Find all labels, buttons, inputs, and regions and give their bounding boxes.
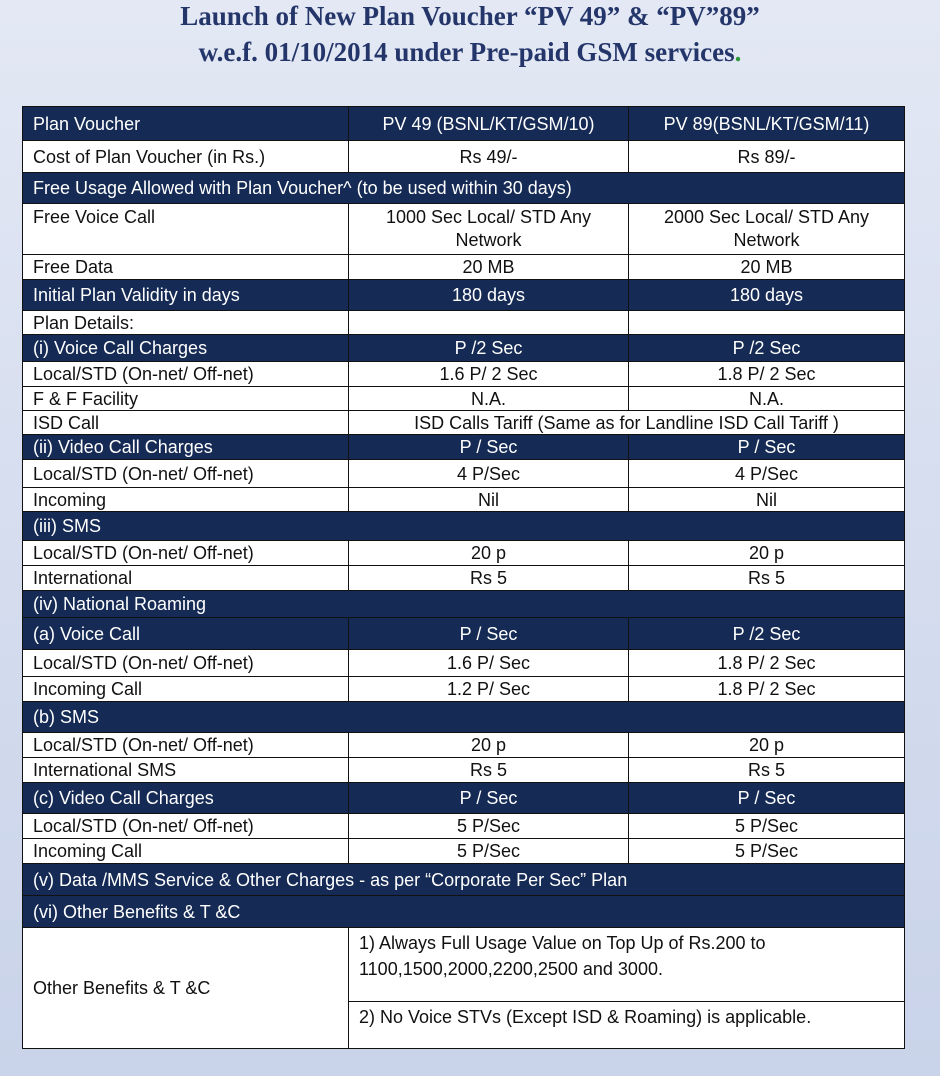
cell: Cost of Plan Voucher (in Rs.) bbox=[23, 141, 349, 173]
cell: PV 89(BSNL/KT/GSM/11) bbox=[629, 107, 905, 141]
table-row bbox=[23, 255, 905, 280]
cell: P / Sec bbox=[349, 435, 629, 460]
table-row bbox=[23, 488, 905, 512]
cell: N.A. bbox=[349, 387, 629, 411]
cell: 20 p bbox=[349, 733, 629, 758]
cell: Incoming Call bbox=[23, 677, 349, 702]
cell: 4 P/Sec bbox=[349, 460, 629, 488]
cell: 1.8 P/ 2 Sec bbox=[629, 362, 905, 387]
section-row bbox=[23, 896, 905, 928]
cell: Nil bbox=[349, 488, 629, 512]
cell: 20 p bbox=[629, 541, 905, 566]
cell: Rs 5 bbox=[629, 566, 905, 591]
cell: 20 p bbox=[349, 541, 629, 566]
cell: Rs 89/- bbox=[629, 141, 905, 173]
table-row bbox=[23, 566, 905, 591]
cell: 1.6 P/ 2 Sec bbox=[349, 362, 629, 387]
cell: International bbox=[23, 566, 349, 591]
table-row bbox=[23, 733, 905, 758]
table-row bbox=[23, 280, 905, 311]
cell: Local/STD (On-net/ Off-net) bbox=[23, 460, 349, 488]
cell: F & F Facility bbox=[23, 387, 349, 411]
cell: 180 days bbox=[349, 280, 629, 311]
cell: Nil bbox=[629, 488, 905, 512]
cell: Rs 5 bbox=[349, 566, 629, 591]
cell bbox=[629, 311, 905, 335]
table-row bbox=[23, 204, 905, 255]
cell: 20 MB bbox=[349, 255, 629, 280]
table-row bbox=[23, 541, 905, 566]
cell: Incoming bbox=[23, 488, 349, 512]
table-row bbox=[23, 814, 905, 839]
cell: Local/STD (On-net/ Off-net) bbox=[23, 733, 349, 758]
table-row bbox=[23, 335, 905, 362]
cell: (vi) Other Benefits & T &C bbox=[23, 896, 905, 928]
cell: P / Sec bbox=[629, 435, 905, 460]
cell: 20 p bbox=[629, 733, 905, 758]
cell: Plan Voucher bbox=[23, 107, 349, 141]
cell: (a) Voice Call bbox=[23, 618, 349, 650]
cell: 20 MB bbox=[629, 255, 905, 280]
cell: 1.2 P/ Sec bbox=[349, 677, 629, 702]
cell: Plan Details: bbox=[23, 311, 349, 335]
section-row bbox=[23, 512, 905, 541]
cell: N.A. bbox=[629, 387, 905, 411]
cell: (b) SMS bbox=[23, 702, 905, 733]
cell: Free Usage Allowed with Plan Voucher^ (to be used within 30 days) bbox=[23, 173, 905, 204]
cell: P /2 Sec bbox=[629, 335, 905, 362]
cell: (ii) Video Call Charges bbox=[23, 435, 349, 460]
cell: 1.6 P/ Sec bbox=[349, 650, 629, 677]
table-row bbox=[23, 783, 905, 814]
cell: 5 P/Sec bbox=[349, 839, 629, 864]
cell: 5 P/Sec bbox=[629, 814, 905, 839]
cell: P / Sec bbox=[349, 783, 629, 814]
cell: P /2 Sec bbox=[349, 335, 629, 362]
plan-voucher-table bbox=[22, 106, 905, 1049]
table-row bbox=[23, 387, 905, 411]
table-row bbox=[23, 928, 905, 1049]
cell: (v) Data /MMS Service & Other Charges - as per “Corporate Per Sec” Plan bbox=[23, 864, 905, 896]
cell: Local/STD (On-net/ Off-net) bbox=[23, 362, 349, 387]
cell: 4 P/Sec bbox=[629, 460, 905, 488]
cell: P / Sec bbox=[349, 618, 629, 650]
header-row bbox=[23, 107, 905, 141]
cell: Local/STD (On-net/ Off-net) bbox=[23, 541, 349, 566]
cell: Local/STD (On-net/ Off-net) bbox=[23, 650, 349, 677]
table-row bbox=[23, 677, 905, 702]
benefit-note-1: 1) Always Full Usage Value on Top Up of Rs.200 to 1100,1500,2000,2200,2500 and 3000. bbox=[349, 928, 904, 1002]
cell: Incoming Call bbox=[23, 839, 349, 864]
cell: 1.8 P/ 2 Sec bbox=[629, 677, 905, 702]
title-dot: . bbox=[734, 37, 742, 67]
section-row bbox=[23, 173, 905, 204]
title-line-2 bbox=[0, 34, 940, 70]
cell: 1000 Sec Local/ STD Any Network bbox=[349, 204, 629, 255]
cell: 2000 Sec Local/ STD Any Network bbox=[629, 204, 905, 255]
cell: (iv) National Roaming bbox=[23, 591, 905, 618]
cell: Rs 5 bbox=[629, 758, 905, 783]
table-row bbox=[23, 460, 905, 488]
cell: Other Benefits & T &C bbox=[23, 928, 349, 1049]
cell: 5 P/Sec bbox=[629, 839, 905, 864]
cell: Initial Plan Validity in days bbox=[23, 280, 349, 311]
cell: ISD Call bbox=[23, 411, 349, 435]
cell: 1.8 P/ 2 Sec bbox=[629, 650, 905, 677]
table-row bbox=[23, 411, 905, 435]
cell: Free Data bbox=[23, 255, 349, 280]
cell: (c) Video Call Charges bbox=[23, 783, 349, 814]
cell: Local/STD (On-net/ Off-net) bbox=[23, 814, 349, 839]
title-line-1: Launch of New Plan Voucher “PV 49” & “PV”89” bbox=[180, 1, 760, 31]
table-row bbox=[23, 758, 905, 783]
cell: (i) Voice Call Charges bbox=[23, 335, 349, 362]
benefit-note-2: 2) No Voice STVs (Except ISD & Roaming) is applicable. bbox=[359, 1007, 812, 1027]
section-row bbox=[23, 864, 905, 896]
table-row bbox=[23, 311, 905, 335]
cell: P /2 Sec bbox=[629, 618, 905, 650]
table-row bbox=[23, 618, 905, 650]
cell: P / Sec bbox=[629, 783, 905, 814]
cell: Rs 5 bbox=[349, 758, 629, 783]
cell: International SMS bbox=[23, 758, 349, 783]
table-row bbox=[23, 650, 905, 677]
cell: Free Voice Call bbox=[23, 204, 349, 255]
section-row bbox=[23, 591, 905, 618]
cell: ISD Calls Tariff (Same as for Landline ISD Call Tariff ) bbox=[349, 411, 905, 435]
table-row bbox=[23, 362, 905, 387]
cell bbox=[349, 928, 905, 1049]
cell: 5 P/Sec bbox=[349, 814, 629, 839]
cell: PV 49 (BSNL/KT/GSM/10) bbox=[349, 107, 629, 141]
table-row bbox=[23, 141, 905, 173]
cell: (iii) SMS bbox=[23, 512, 905, 541]
cell bbox=[349, 311, 629, 335]
cell: Rs 49/- bbox=[349, 141, 629, 173]
table-row bbox=[23, 839, 905, 864]
cell: 180 days bbox=[629, 280, 905, 311]
table-row bbox=[23, 435, 905, 460]
title-line-2-text: w.e.f. 01/10/2014 under Pre-paid GSM services bbox=[198, 37, 735, 67]
section-row bbox=[23, 702, 905, 733]
